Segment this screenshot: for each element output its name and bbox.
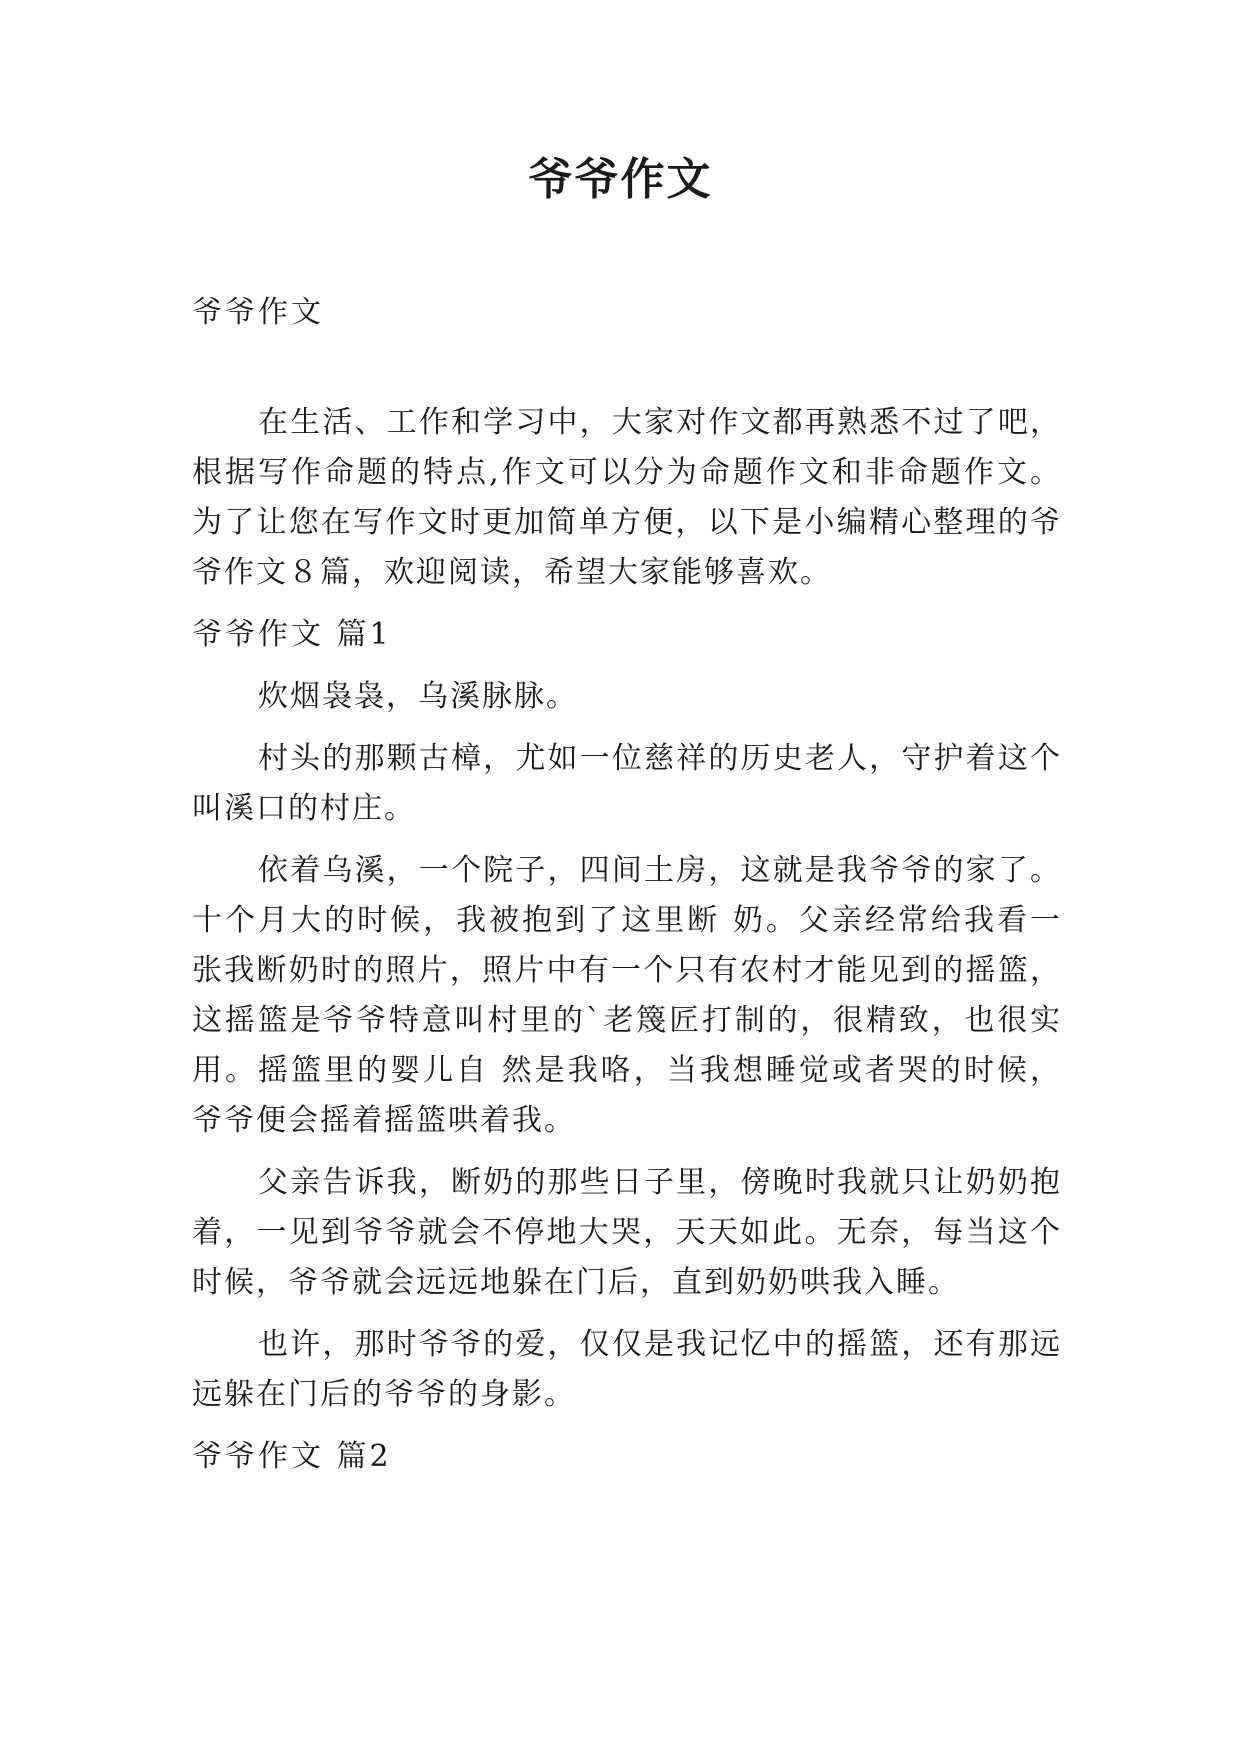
document-body	[192, 288, 1062, 1494]
document-subtitle: 爷爷作文	[192, 295, 324, 330]
document-title: 爷爷作文	[528, 154, 713, 205]
paragraph: 炊烟袅袅，乌溪脉脉。	[258, 679, 578, 714]
intro-paragraph: 在生活、工作和学习中，大家对作文都再熟悉不过了吧，根据写作命题的特点,作文可以分为命题作文和非命题作文。为了让您在写作文时更加简单方便，以下是小编精心整理的爷爷作文８篇，欢迎阅读，希望大家能够喜欢。	[192, 405, 1062, 590]
paragraph: 父亲告诉我，断奶的那些日子里，傍晚时我就只让奶奶抱着，一见到爷爷就会不停地大哭，天天如此。无奈，每当这个时候，爷爷就会远远地躲在门后，直到奶奶哄我入睡。	[192, 1165, 1062, 1300]
section-heading: 爷爷作文 篇2	[192, 1439, 392, 1474]
paragraph: 依着乌溪，一个院子，四间土房，这就是我爷爷的家了。十个月大的时候，我被抱到了这里断 奶。父亲经常给我看一张我断奶时的照片，照片中有一个只有农村才能见到的摇篮，这摇篮是爷爷特意叫村里的`老篾匠打制的，很精致，也很实用。摇篮里的婴儿自 然是我咯，当我想睡觉或者哭的时候，爷爷便会摇着摇篮哄着我。	[192, 853, 1062, 1138]
paragraph: 也许，那时爷爷的爱，仅仅是我记忆中的摇篮，还有那远远躲在门后的爷爷的身影。	[192, 1327, 1062, 1412]
paragraph: 村头的那颗古樟，尤如一位慈祥的历史老人，守护着这个叫溪口的村庄。	[192, 741, 1062, 826]
section-heading: 爷爷作文 篇1	[192, 617, 392, 652]
